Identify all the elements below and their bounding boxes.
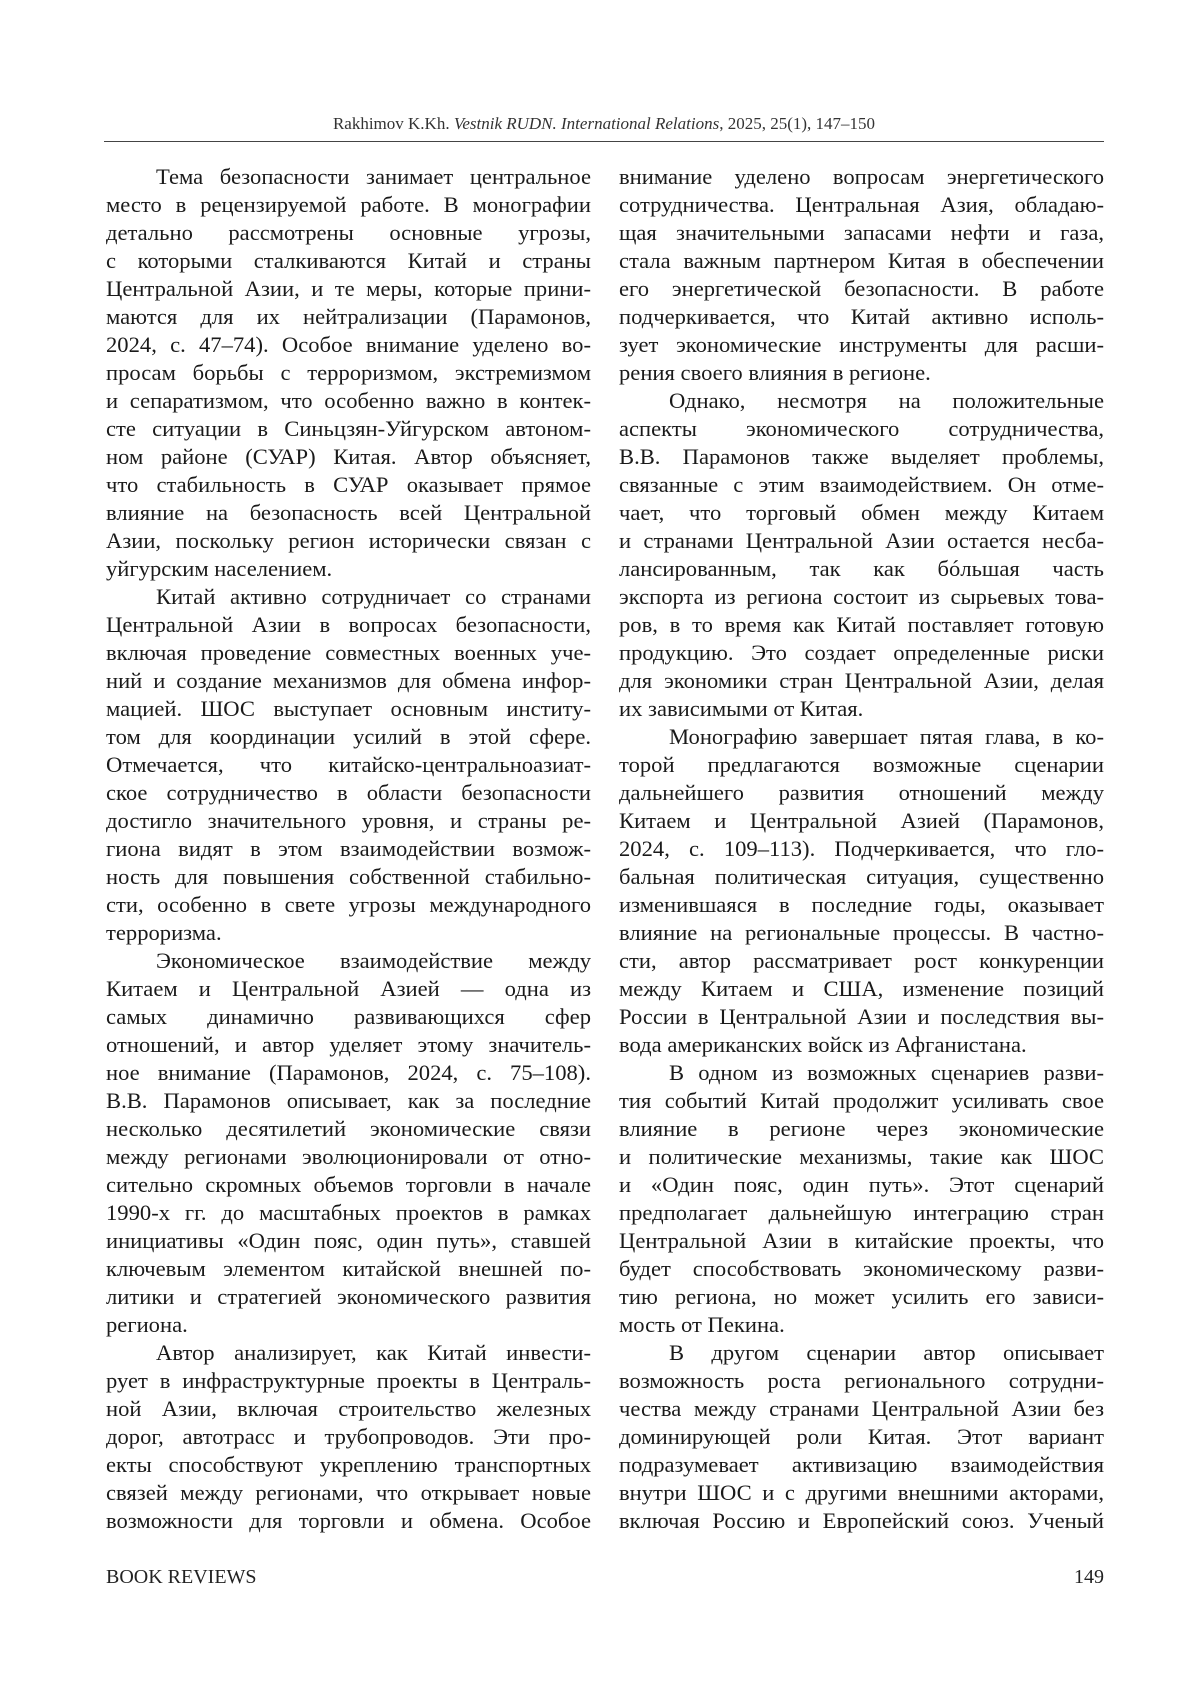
paragraph — [106, 947, 591, 1339]
text-line: и «Один пояс, один путь». Этот сценарий — [619, 1172, 1104, 1197]
header-citation: , 2025, 25(1), 147–150 — [719, 114, 876, 133]
text-line: включая проведение совместных военных уче- — [106, 640, 591, 665]
text-line: В другом сценарии автор описывает — [669, 1340, 1104, 1365]
text-line: ключевым элементом китайской внешней по- — [106, 1256, 591, 1281]
text-line: ров, в то время как Китай поставляет готовую — [619, 612, 1104, 637]
text-line: Центральной Азии в китайские проекты, что — [619, 1228, 1104, 1253]
footer-section: BOOK REVIEWS — [106, 1566, 257, 1588]
text-line: внимание уделено вопросам энергетического — [619, 164, 1104, 189]
text-line: с которыми сталкиваются Китай и страны — [106, 248, 591, 273]
text-line: возможность роста регионального сотрудни- — [619, 1368, 1104, 1393]
header-rule — [104, 141, 1104, 142]
paragraph — [619, 163, 1104, 387]
paragraph — [106, 1339, 591, 1535]
text-line: сти, особенно в свете угрозы международного — [106, 892, 591, 917]
text-line: сте ситуации в Синьцзян-Уйгурском автоном- — [106, 416, 591, 441]
text-line: рует в инфраструктурные проекты в Централь- — [106, 1368, 591, 1393]
page-number: 149 — [1074, 1566, 1104, 1588]
text-line: их зависимыми от Китая. — [619, 696, 864, 721]
text-line: уйгурским населением. — [106, 556, 333, 581]
text-line: том для координации усилий в этой сфере. — [106, 724, 591, 749]
paragraph — [619, 387, 1104, 723]
text-line: просам борьбы с терроризмом, экстремизмом — [106, 360, 591, 385]
text-line: ной Азии, включая строительство железных — [106, 1396, 591, 1421]
text-line: несколько десятилетий экономические связи — [106, 1116, 591, 1141]
text-line: ное внимание (Парамонов, 2024, с. 75–108). — [106, 1060, 591, 1085]
text-line: 2024, с. 47–74). Особое внимание уделено во- — [106, 332, 591, 357]
text-line: место в рецензируемой работе. В монографии — [106, 192, 591, 217]
right-column — [619, 163, 1104, 1535]
text-line: Центральной Азии в вопросах безопасности, — [106, 612, 591, 637]
text-line: аспекты экономического сотрудничества, — [619, 416, 1104, 441]
text-line: предполагает дальнейшую интеграцию стран — [619, 1200, 1104, 1225]
text-line: инициативы «Один пояс, один путь», ставшей — [106, 1228, 591, 1253]
text-line: ний и создание механизмов для обмена инфор- — [106, 668, 591, 693]
text-line: включая Россию и Европейский союз. Ученый — [619, 1508, 1104, 1533]
text-line: рения своего влияния в регионе. — [619, 360, 931, 385]
text-line: Китай активно сотрудничает со странами — [156, 584, 591, 609]
text-line: Тема безопасности занимает центральное — [156, 164, 591, 189]
text-line: отношений, и автор уделяет этому значитель- — [106, 1032, 591, 1057]
text-line: 1990-х гг. до масштабных проектов в рамках — [106, 1200, 591, 1225]
text-line: екты способствуют укреплению транспортных — [106, 1452, 591, 1477]
text-line: доминирующей роли Китая. Этот вариант — [619, 1424, 1104, 1449]
text-line: связанные с этим взаимодействием. Он отме- — [619, 472, 1104, 497]
text-line: мость от Пекина. — [619, 1312, 785, 1337]
text-line: бальная политическая ситуация, существенно — [619, 864, 1104, 889]
text-line: сти, автор рассматривает рост конкуренции — [619, 948, 1104, 973]
text-line: ном районе (СУАР) Китая. Автор объясняет, — [106, 444, 591, 469]
paragraph — [619, 1339, 1104, 1535]
text-line: будет способствовать экономическому разви- — [619, 1256, 1104, 1281]
text-line: В.В. Парамонов описывает, как за последние — [106, 1088, 591, 1113]
text-line: и сепаратизмом, что особенно важно в контек- — [106, 388, 591, 413]
text-line: изменившаяся в последние годы, оказывает — [619, 892, 1104, 917]
text-line: дорог, автотрасс и трубопроводов. Эти про- — [106, 1424, 591, 1449]
text-line: тию региона, но может усилить его зависи- — [619, 1284, 1104, 1309]
text-line: Китаем и Центральной Азией — одна из — [106, 976, 591, 1001]
text-line: региона. — [106, 1312, 188, 1337]
text-line: чества между странами Центральной Азии без — [619, 1396, 1104, 1421]
text-line: достигло значительного уровня, и страны ре- — [106, 808, 591, 833]
text-line: мацией. ШОС выступает основным институ- — [106, 696, 591, 721]
text-line: торой предлагаются возможные сценарии — [619, 752, 1104, 777]
text-line: влияние на региональные процессы. В частно- — [619, 920, 1104, 945]
text-line: продукцию. Это создает определенные риски — [619, 640, 1104, 665]
paragraph — [619, 723, 1104, 1059]
text-line: Отмечается, что китайско-центральноазиат- — [106, 752, 591, 777]
text-line: Китаем и Центральной Азией (Парамонов, — [619, 808, 1104, 833]
text-line: вода американских войск из Афганистана. — [619, 1032, 1027, 1057]
text-line: подразумевает активизацию взаимодействия — [619, 1452, 1104, 1477]
text-line: маются для их нейтрализации (Парамонов, — [106, 304, 591, 329]
text-line: Центральной Азии, и те меры, которые прини- — [106, 276, 591, 301]
text-line: внутри ШОС и с другими внешними акторами, — [619, 1480, 1104, 1505]
text-line: детально рассмотрены основные угрозы, — [106, 220, 591, 245]
text-line: и политические механизмы, такие как ШОС — [619, 1144, 1104, 1169]
text-line: лансированным, так как бóльшая часть — [619, 556, 1104, 581]
text-line: самых динамично развивающихся сфер — [106, 1004, 591, 1029]
text-line: Азии, поскольку регион исторически связан с — [106, 528, 591, 553]
text-line: подчеркивается, что Китай активно исполь- — [619, 304, 1104, 329]
text-line: Монографию завершает пятая глава, в ко- — [669, 724, 1104, 749]
text-line: чает, что торговый обмен между Китаем — [619, 500, 1104, 525]
text-line: стала важным партнером Китая в обеспечении — [619, 248, 1104, 273]
text-line: что стабильность в СУАР оказывает прямое — [106, 472, 591, 497]
text-line: терроризма. — [106, 920, 222, 945]
text-line: 2024, с. 109–113). Подчеркивается, что гло- — [619, 836, 1104, 861]
text-line: Автор анализирует, как Китай инвести- — [156, 1340, 591, 1365]
text-line: дальнейшего развития отношений между — [619, 780, 1104, 805]
text-line: В одном из возможных сценариев разви- — [669, 1060, 1104, 1085]
text-line: тия событий Китай продолжит усиливать свое — [619, 1088, 1104, 1113]
text-line: его энергетической безопасности. В работе — [619, 276, 1104, 301]
text-line: связей между регионами, что открывает новые — [106, 1480, 591, 1505]
text-line: зует экономические инструменты для расши- — [619, 332, 1104, 357]
text-line: В.В. Парамонов также выделяет проблемы, — [619, 444, 1104, 469]
paragraph — [619, 1059, 1104, 1339]
left-column — [106, 163, 591, 1535]
text-line: Экономическое взаимодействие между — [156, 948, 591, 973]
running-header — [104, 114, 1104, 134]
text-line: для экономики стран Центральной Азии, делая — [619, 668, 1104, 693]
text-line: возможности для торговли и обмена. Особое — [106, 1508, 591, 1533]
text-line: влияние на безопасность всей Центральной — [106, 500, 591, 525]
text-line: литики и стратегией экономического развития — [106, 1284, 591, 1309]
text-line: Однако, несмотря на положительные — [669, 388, 1104, 413]
paragraph — [106, 583, 591, 947]
text-line: России в Центральной Азии и последствия вы- — [619, 1004, 1104, 1029]
header-author: Rakhimov K.Kh. — [332, 114, 450, 133]
text-line: между регионами эволюционировали от отно- — [106, 1144, 591, 1169]
text-line: щая значительными запасами нефти и газа, — [619, 220, 1104, 245]
text-line: влияние в регионе через экономические — [619, 1116, 1104, 1141]
header-journal: Vestnik RUDN. International Relations — [453, 114, 720, 133]
text-line: сительно скромных объемов торговли в начале — [106, 1172, 591, 1197]
text-line: между Китаем и США, изменение позиций — [619, 976, 1104, 1001]
text-line: гиона видят в этом взаимодействии возмож- — [106, 836, 591, 861]
text-line: ность для повышения собственной стабильно- — [106, 864, 591, 889]
text-line: и странами Центральной Азии остается несба- — [619, 528, 1104, 553]
text-line: экспорта из региона состоит из сырьевых това- — [619, 584, 1104, 609]
text-line: ское сотрудничество в области безопасности — [106, 780, 591, 805]
paragraph — [106, 163, 591, 583]
text-line: сотрудничества. Центральная Азия, обладаю- — [619, 192, 1104, 217]
